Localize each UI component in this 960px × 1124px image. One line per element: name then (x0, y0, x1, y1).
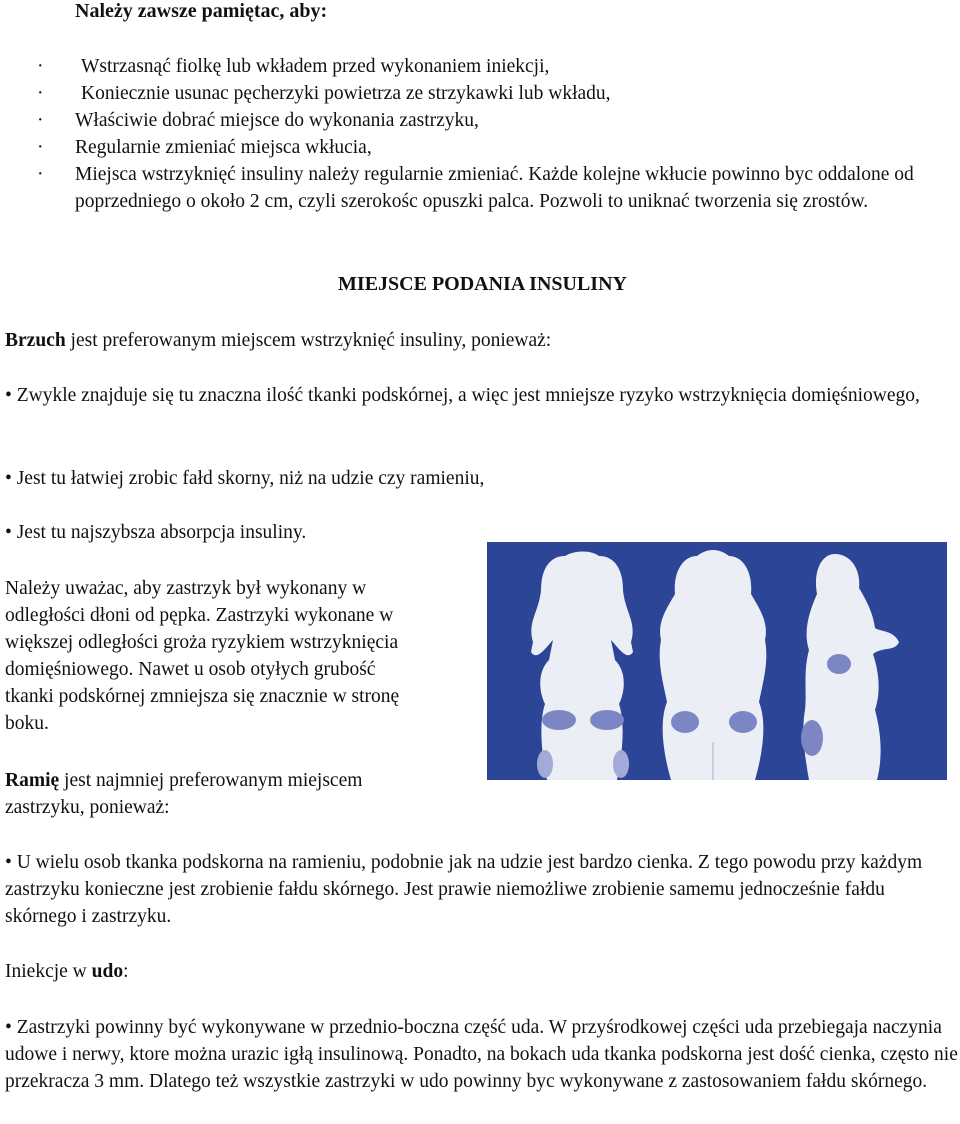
list-item-text: Właściwie dobrać miejsce do wykonania zastrzyku, (75, 110, 479, 131)
section-title: MIEJSCE PODANIA INSULINY (338, 273, 627, 295)
front-thigh-right (613, 750, 629, 778)
bullet-marker: • (5, 1017, 12, 1038)
injection-sites-illustration (487, 542, 947, 780)
note-line: boku. (5, 713, 49, 734)
dot-marker: · (37, 110, 44, 131)
brzuch-intro-text: jest preferowanym miejscem wstrzyknięć insuliny, ponieważ: (65, 330, 552, 351)
udo-point-text: Zastrzyki powinny być wykonywane w przednio-boczna część uda. W przyśrodkowej części uda przebiegaja naczynia udowe i nerwy, ktore można urazic igłą insulinową. Ponadto, na bokach uda tkanka podskorna jest dość cienka, często nie przekracza 3 mm. Dlatego też wszystkie zastrzyki w udo powinny byc wykonywane z zastosowaniem fałdu skórnego. (5, 1017, 958, 1092)
bullet-marker: • (5, 852, 12, 873)
udo-suffix: : (123, 961, 129, 982)
dot-marker: · (37, 137, 44, 158)
bullet-marker: • (5, 522, 12, 543)
side-site-arm (827, 654, 851, 674)
ramie-point (5, 849, 960, 930)
front-figure (531, 552, 633, 781)
front-thigh-left (537, 750, 553, 778)
ramie-label: Ramię (5, 770, 60, 791)
list-item (37, 161, 955, 215)
back-figure (660, 550, 767, 780)
list-item-text: Miejsca wstrzyknięć insuliny należy regularnie zmieniać. Każde kolejne wkłucie powinno byc oddalone od poprzedniego o około 2 cm, czyli szerokośc opuszki palca. Pozwoli to uniknać tworzenia się zrostów. (75, 164, 914, 212)
ramie-intro-text: jest najmniej preferowanym miejscem (59, 770, 363, 791)
udo-prefix: Iniekcje w (5, 961, 92, 982)
list-item (37, 80, 952, 107)
bullet-marker: • (5, 385, 12, 406)
brzuch-point-text: Jest tu najszybsza absorpcja insuliny. (16, 522, 307, 543)
note-line: większej odległości groża ryzykiem wstrzyknięcia (5, 632, 399, 653)
ramie-point-text: U wielu osob tkanka podskorna na ramieniu, podobnie jak na udzie jest bardzo cienka. Z tego powodu przy każdym zastrzyku konieczne jest zrobienie fałdu skórnego. Jest prawie niemożliwe zrobienie samemu jednocześnie fałdu skórnego i zastrzyku. (5, 852, 923, 927)
dot-marker: · (37, 56, 44, 77)
brzuch-label: Brzuch (5, 330, 66, 351)
front-site-right (590, 710, 624, 730)
front-site-left (542, 710, 576, 730)
list-item (37, 134, 952, 161)
note-line: tkanki podskórnej zmniejsza się znacznie w stronę (5, 686, 400, 707)
side-site-thigh (801, 720, 823, 756)
dot-marker: · (37, 164, 44, 185)
body-figures-svg (487, 542, 947, 780)
brzuch-point (5, 382, 960, 409)
back-site-left (671, 711, 699, 733)
list-item-text: Koniecznie usunac pęcherzyki powietrza ze strzykawki lub wkładu, (81, 83, 611, 104)
list-item (37, 107, 952, 134)
list-item (37, 53, 952, 80)
list-item-text: Regularnie zmieniać miejsca wkłucia, (75, 137, 372, 158)
reminder-list (37, 53, 952, 215)
note-line: domięśniowego. Nawet u osob otyłych grubość (5, 659, 376, 680)
ramie-line: zastrzyku, ponieważ: (5, 797, 170, 818)
note-line: odległości dłoni od pępka. Zastrzyki wykonane w (5, 605, 394, 626)
ramie-intro (5, 767, 485, 821)
udo-point (5, 1014, 960, 1095)
udo-intro (5, 958, 960, 985)
ramie-line (5, 767, 485, 794)
brzuch-point (5, 465, 960, 492)
udo-label: udo (91, 961, 124, 982)
brzuch-point-text: Jest tu łatwiej zrobic fałd skorny, niż na udzie czy ramieniu, (16, 468, 485, 489)
page-heading: Należy zawsze pamiętac, aby: (75, 0, 328, 22)
back-site-right (729, 711, 757, 733)
brzuch-note (5, 575, 485, 737)
brzuch-intro (5, 327, 960, 354)
list-item-text: Wstrzasnąć fiolkę lub wkładem przed wykonaniem iniekcji, (81, 56, 550, 77)
bullet-marker: • (5, 468, 12, 489)
dot-marker: · (37, 83, 44, 104)
note-line: Należy uważac, aby zastrzyk był wykonany w (5, 578, 367, 599)
brzuch-point-text: Zwykle znajduje się tu znaczna ilość tkanki podskórnej, a więc jest mniejsze ryzyko wstrzyknięcia domięśniowego, (16, 385, 920, 406)
front-body (531, 552, 633, 781)
